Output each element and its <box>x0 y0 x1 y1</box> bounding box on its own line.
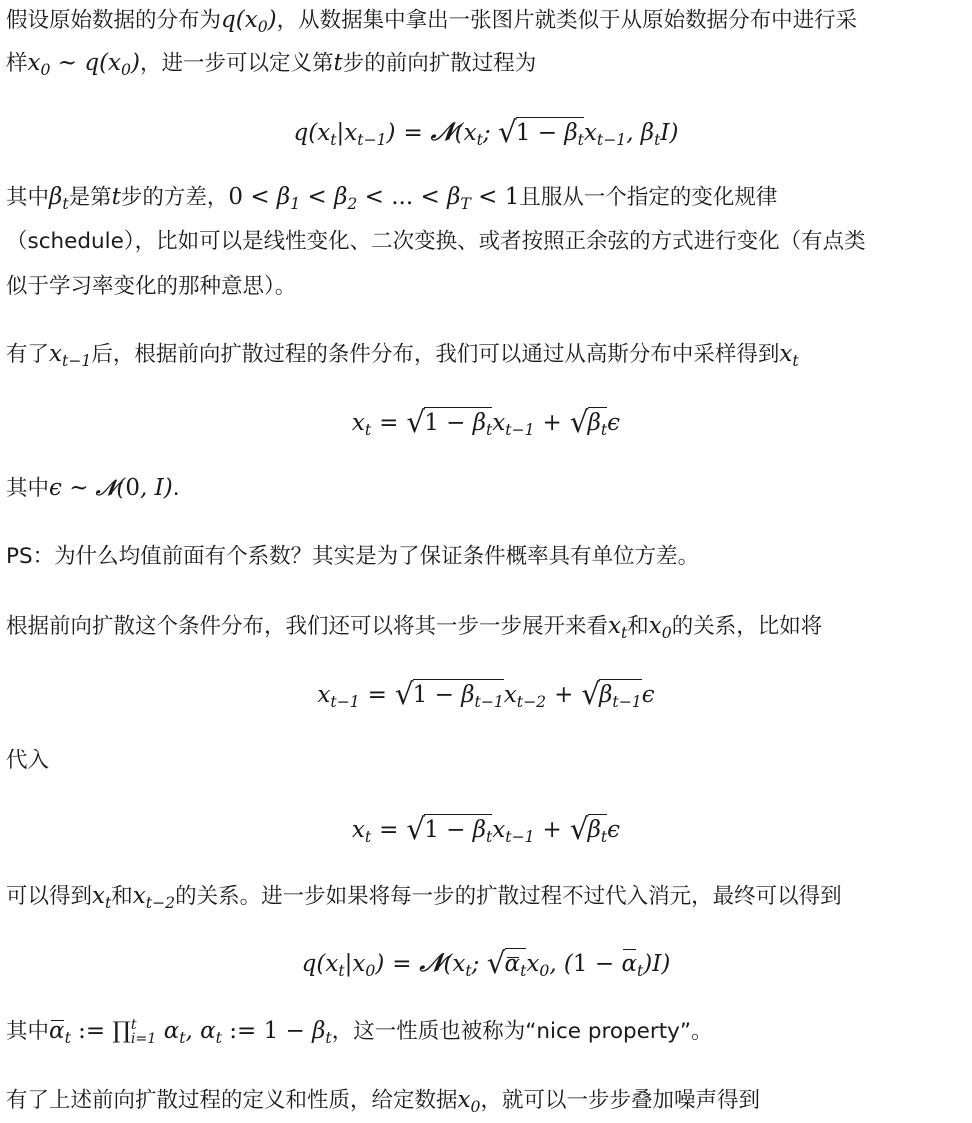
math-q-x0: $q(x_0)$ <box>221 7 277 36</box>
paragraph-1-line-2: 样$x_0$ ~ $q(x_0)$，进一步可以定义第t步的前向扩散过程为 <box>6 50 537 79</box>
paragraph-10: 有了上述前向扩散过程的定义和性质，给定数据$x_0$，就可以一步步叠加噪声得到 <box>6 1087 760 1116</box>
paragraph-2-line-3: 似于学习率变化的那种意思）。 <box>6 274 297 299</box>
math-beta-ordering: $0 < \beta_1 < \beta_2$ < ... < $\beta_T < 1$ <box>228 184 520 213</box>
equation-sample-xt-repeat: $x_t = √1 - \beta_tx_{t-1} + √\beta_t\epsilon$ <box>351 812 621 847</box>
paragraph-2-line-2: （schedule），比如可以是线性变化、二次变换、或者按照正余弦的方式进行变化（有点类 <box>6 229 866 254</box>
equation-q-xt-given-x0: $q(x_t|x_0)$ = $𝒩(x_t$; $√\alpha_tx_0$, $(1 - \alpha_t)I$) <box>6 943 966 991</box>
paragraph-3: 有了$x_{t-1}$后，根据前向扩散过程的条件分布，我们可以通过从高斯分布中采样得到$x_t$ <box>6 341 799 370</box>
paragraph-7: 代入 <box>6 748 50 773</box>
paragraph-5-ps: PS：为什么均值前面有个系数？其实是为了保证条件概率具有单位方差。 <box>6 544 700 569</box>
paragraph-4: 其中ϵ ~ 𝒩(0, I). <box>6 475 180 501</box>
math-t: t <box>333 50 343 76</box>
paragraph-1-line-1: 假设原始数据的分布为$q(x_0)$，从数据集中拿出一张图片就类似于从原始数据分布中进行采 <box>6 7 858 36</box>
math-x0-sim-q: $x_0$ ~ $q(x_0)$ <box>27 50 140 79</box>
equation-sample-xt: $x_t = √1 - \beta_tx_{t-1} + √\beta_t\epsilon$ <box>351 405 621 440</box>
equation-x-t-minus-1: $x_{t-1} = √1 - \beta_{t-1}x_{t-2} + √\beta_{t-1}\epsilon$ <box>317 677 655 712</box>
paragraph-2-line-1: 其中$\beta_t$是第t步的方差，$0 < \beta_1 < \beta_2$ < ... < $\beta_T < 1$且服从一个指定的变化规律 <box>6 184 778 213</box>
paragraph-6: 根据前向扩散这个条件分布，我们还可以将其一步一步展开来看$x_t$和$x_0$的关系，比如将 <box>6 613 823 642</box>
paragraph-9: 其中$\alpha_t$ := ∏ t i=1 $\alpha_t$, $\alpha_t$ := $1 - \beta_t$，这一性质也被称为“nice property”。 <box>6 1017 713 1047</box>
paragraph-8: 可以得到$x_t$和$x_{t-2}$的关系。进一步如果将每一步的扩散过程不过代入消元，最终可以得到 <box>6 883 842 912</box>
equation-forward-step: $q(x_t|x_{t-1})$ = $𝒩(x_t$; $√1 - \beta_tx_{t-1}$, $\beta_tI$) <box>293 115 679 150</box>
